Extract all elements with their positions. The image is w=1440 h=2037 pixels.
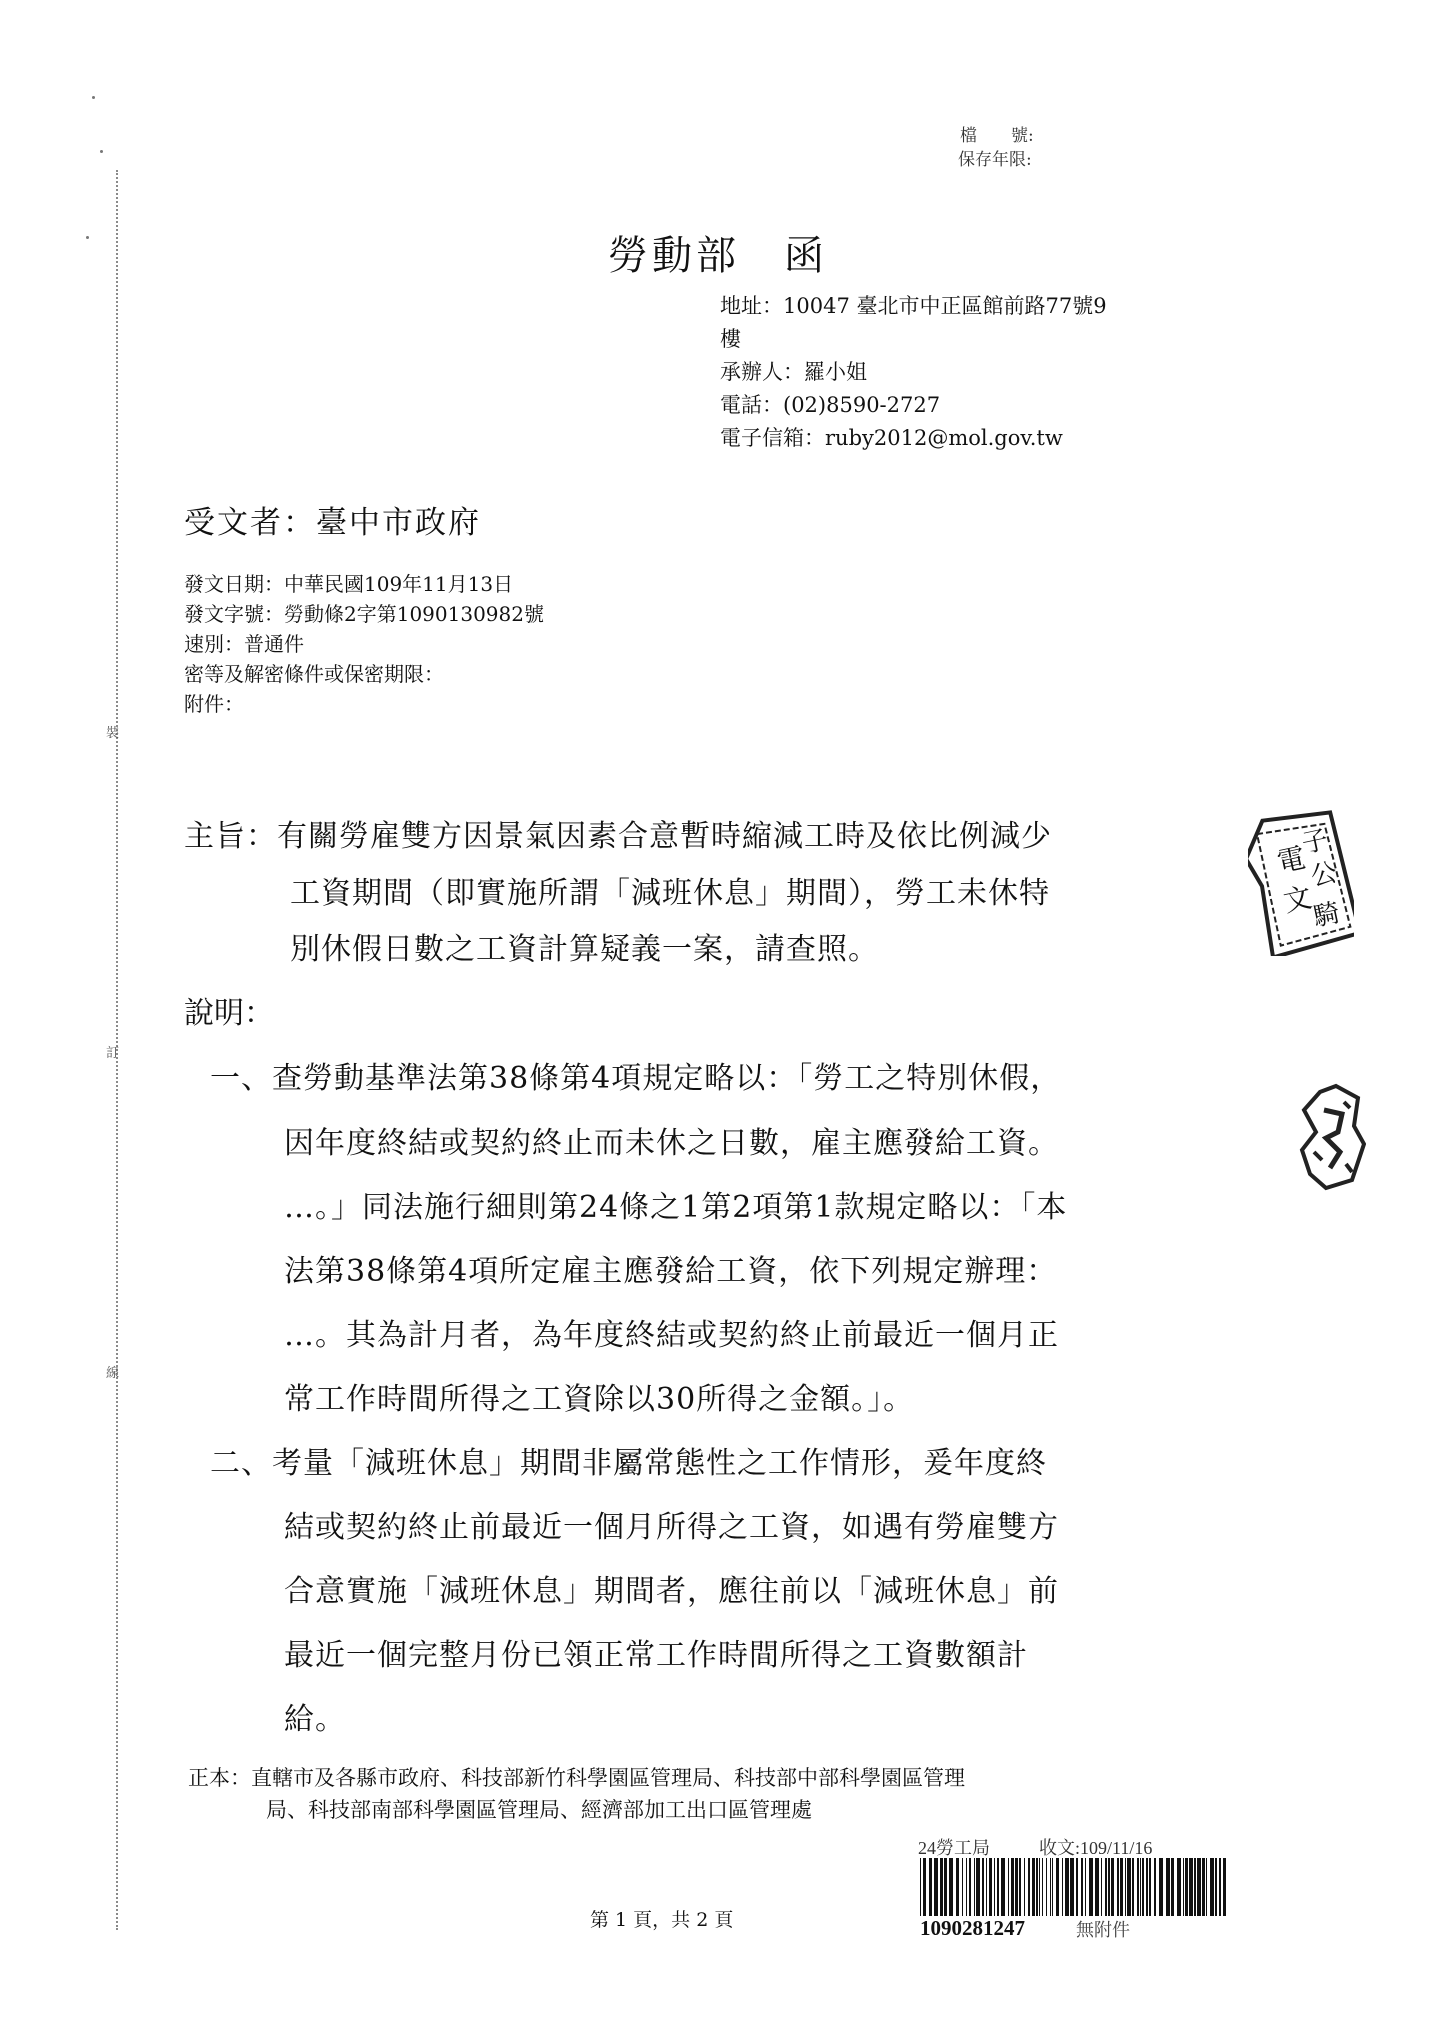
- barcode-bar: [1056, 1858, 1059, 1916]
- explanation-item-1-line-4: 法第38條第4項所定雇主應發給工資，依下列規定辦理：: [284, 1254, 1058, 1289]
- barcode-bar: [1108, 1858, 1110, 1916]
- barcode-bar: [974, 1858, 975, 1916]
- original-copy-recipients: 正本：直轄市及各縣市政府、科技部新竹科學園區管理局、科技部中部科學園區管理: [188, 1766, 965, 1790]
- barcode-bar: [929, 1858, 932, 1916]
- seal-char: 公: [1308, 857, 1340, 893]
- barcode-bar: [1189, 1858, 1193, 1916]
- barcode-bar: [1202, 1858, 1205, 1916]
- page-number: 第 1 頁，共 2 頁: [590, 1909, 734, 1931]
- file-number-label: 檔 號:: [960, 126, 1034, 146]
- explanation-label: 說明：: [184, 996, 274, 1031]
- barcode-bar: [1177, 1858, 1181, 1916]
- barcode-bar: [1132, 1858, 1134, 1916]
- barcode-bar: [923, 1858, 926, 1916]
- barcode-bar: [1149, 1858, 1151, 1916]
- sender-contact: 承辦人：羅小姐: [720, 360, 867, 384]
- barcode-bar: [949, 1858, 953, 1916]
- barcode-bar: [1052, 1858, 1053, 1916]
- explanation-item-1-line-5: …。其為計月者，為年度終結或契約終止前最近一個月正: [284, 1318, 1059, 1353]
- sender-address: 地址：10047 臺北市中正區館前路77號9: [720, 294, 1107, 318]
- barcode-bar: [1028, 1858, 1030, 1916]
- barcode-bar: [976, 1858, 980, 1916]
- attachments: 附件：: [184, 692, 244, 716]
- barcode-bar: [1125, 1858, 1126, 1916]
- explanation-item-1-line-3: …。」同法施行細則第24條之1第2項第1款規定略以：「本: [284, 1190, 1068, 1225]
- barcode-bar: [1137, 1858, 1139, 1916]
- barcode-bar: [1215, 1858, 1217, 1916]
- seal-char: 電: [1274, 840, 1309, 880]
- barcode-bar: [1095, 1858, 1099, 1916]
- seal-fragment: [1296, 1080, 1366, 1192]
- seal-char: 子: [1299, 824, 1331, 860]
- barcode-bar: [1001, 1858, 1005, 1916]
- seal-char: 文: [1280, 880, 1315, 919]
- barcode-bar: [1070, 1858, 1074, 1916]
- attachment-note: 無附件: [1076, 1920, 1130, 1941]
- binding-mark-zhuang: 裝: [106, 726, 120, 741]
- recipient: 受文者：臺中市政府: [184, 505, 481, 541]
- scan-speck: [92, 96, 95, 99]
- barcode-bar: [940, 1858, 943, 1916]
- barcode-bar: [1085, 1858, 1086, 1916]
- barcode-bar: [1101, 1858, 1102, 1916]
- receipt-stamp: [918, 1834, 1152, 1860]
- barcode-bar: [989, 1858, 992, 1916]
- received-date: 收文:109/11/16: [1039, 1838, 1153, 1858]
- barcode-bar: [1039, 1858, 1040, 1916]
- barcode-bar: [1019, 1858, 1021, 1916]
- barcode-bar: [1206, 1858, 1207, 1916]
- explanation-item-2-line-3: 合意實施「減班休息」期間者，應往前以「減班休息」前: [284, 1574, 1059, 1609]
- document-meta: [184, 569, 544, 719]
- subject-line-1: 主旨：有關勞雇雙方因景氣因素合意暫時縮減工時及依比例減少: [184, 819, 1052, 854]
- barcode-bar: [1194, 1858, 1196, 1916]
- scan-speck: [100, 150, 103, 153]
- barcode-bar: [934, 1858, 938, 1916]
- barcode-bar: [1140, 1858, 1141, 1916]
- explanation-item-1-line-2: 因年度終結或契約終止而未休之日數，雇主應發給工資。: [284, 1126, 1059, 1161]
- barcode-bar: [1185, 1858, 1188, 1916]
- barcode-bar: [986, 1858, 987, 1916]
- barcode-bar: [1076, 1858, 1078, 1916]
- barcode-number: 1090281247: [920, 1916, 1025, 1940]
- barcode-bar: [1046, 1858, 1047, 1916]
- barcode-bar: [1142, 1858, 1144, 1916]
- explanation-item-1-line-1: 一、查勞動基準法第38條第4項規定略以：「勞工之特別休假，: [210, 1061, 1062, 1096]
- subject-line-2: 工資期間（即實施所謂「減班休息」期間），勞工未休特: [290, 876, 1050, 911]
- barcode-bar: [1197, 1858, 1201, 1916]
- barcode-bar: [1127, 1858, 1131, 1916]
- document-number: 發文字號：勞動條2字第1090130982號: [184, 602, 544, 626]
- barcode-bar: [1154, 1858, 1156, 1916]
- original-copy-recipients-cont: 局、科技部南部科學園區管理局、經濟部加工出口區管理處: [266, 1798, 812, 1822]
- file-info: [958, 124, 1034, 172]
- barcode-bar: [1011, 1858, 1014, 1916]
- sender-info: [720, 290, 1107, 455]
- electronic-document-seal: [1248, 808, 1354, 956]
- barcode-bar: [944, 1858, 947, 1916]
- barcode-bar: [962, 1858, 963, 1916]
- barcode-bar: [1081, 1858, 1083, 1916]
- barcode-bar: [1223, 1858, 1226, 1916]
- retention-period-label: 保存年限:: [958, 150, 1032, 170]
- barcode-bar: [1008, 1858, 1009, 1916]
- barcode-bar: [1032, 1858, 1035, 1916]
- receiving-office: 24勞工局: [918, 1838, 990, 1858]
- barcode-bar: [1166, 1858, 1170, 1916]
- barcode-bar: [1159, 1858, 1163, 1916]
- sender-email: 電子信箱：ruby2012@mol.gov.tw: [720, 426, 1063, 450]
- barcode-bar: [1117, 1858, 1119, 1916]
- barcode-bar: [1219, 1858, 1221, 1916]
- barcode-bar: [1062, 1858, 1063, 1916]
- barcode-bar: [1089, 1858, 1093, 1916]
- barcode-bar: [956, 1858, 959, 1916]
- barcode-bar: [1050, 1858, 1051, 1916]
- binding-mark-xian: 線: [106, 1366, 120, 1381]
- barcode-bar: [1120, 1858, 1123, 1916]
- barcode-bar: [1105, 1858, 1107, 1916]
- secrecy-level: 密等及解密條件或保密期限：: [184, 662, 444, 686]
- barcode-bar: [1210, 1858, 1214, 1916]
- issue-date: 發文日期：中華民國109年11月13日: [184, 572, 514, 596]
- seal-char: 騎: [1310, 898, 1343, 933]
- explanation-item-2-line-4: 最近一個完整月份已領正常工作時間所得之工資數額計: [284, 1638, 1028, 1673]
- barcode-bar: [1171, 1858, 1174, 1916]
- barcode-bar: [920, 1858, 921, 1916]
- binding-mark-ding: 訂: [106, 1046, 120, 1061]
- subject-line-3: 別休假日數之工資計算疑義一案，請查照。: [290, 932, 879, 967]
- barcode-bar: [1183, 1858, 1184, 1916]
- explanation-item-2-line-2: 結或契約終止前最近一個月所得之工資，如遇有勞雇雙方: [284, 1510, 1059, 1545]
- explanation-item-2-line-1: 二、考量「減班休息」期間非屬常態性之工作情形，爰年度終: [210, 1446, 1047, 1481]
- barcode: [918, 1858, 1230, 1916]
- explanation-item-1-line-6: 常工作時間所得之工資除以30所得之金額。」。: [284, 1382, 915, 1417]
- barcode-bar: [1146, 1858, 1148, 1916]
- explanation-item-2-line-5: 給。: [284, 1702, 346, 1737]
- barcode-bar: [1024, 1858, 1025, 1916]
- document-title: 勞動部 函: [608, 233, 828, 279]
- barcode-bar: [1015, 1858, 1018, 1916]
- delivery-speed: 速別：普通件: [184, 632, 304, 656]
- barcode-bar: [966, 1858, 967, 1916]
- scan-speck: [86, 236, 89, 239]
- barcode-bar: [1111, 1858, 1114, 1916]
- barcode-bar: [997, 1858, 999, 1916]
- barcode-bar: [969, 1858, 971, 1916]
- barcode-bar: [994, 1858, 995, 1916]
- barcode-bar: [1042, 1858, 1043, 1916]
- sender-phone: 電話：(02)8590-2727: [720, 393, 941, 417]
- barcode-bar: [1036, 1858, 1038, 1916]
- sender-address-cont: 樓: [720, 327, 741, 351]
- barcode-bar: [982, 1858, 984, 1916]
- barcode-bar: [1065, 1858, 1069, 1916]
